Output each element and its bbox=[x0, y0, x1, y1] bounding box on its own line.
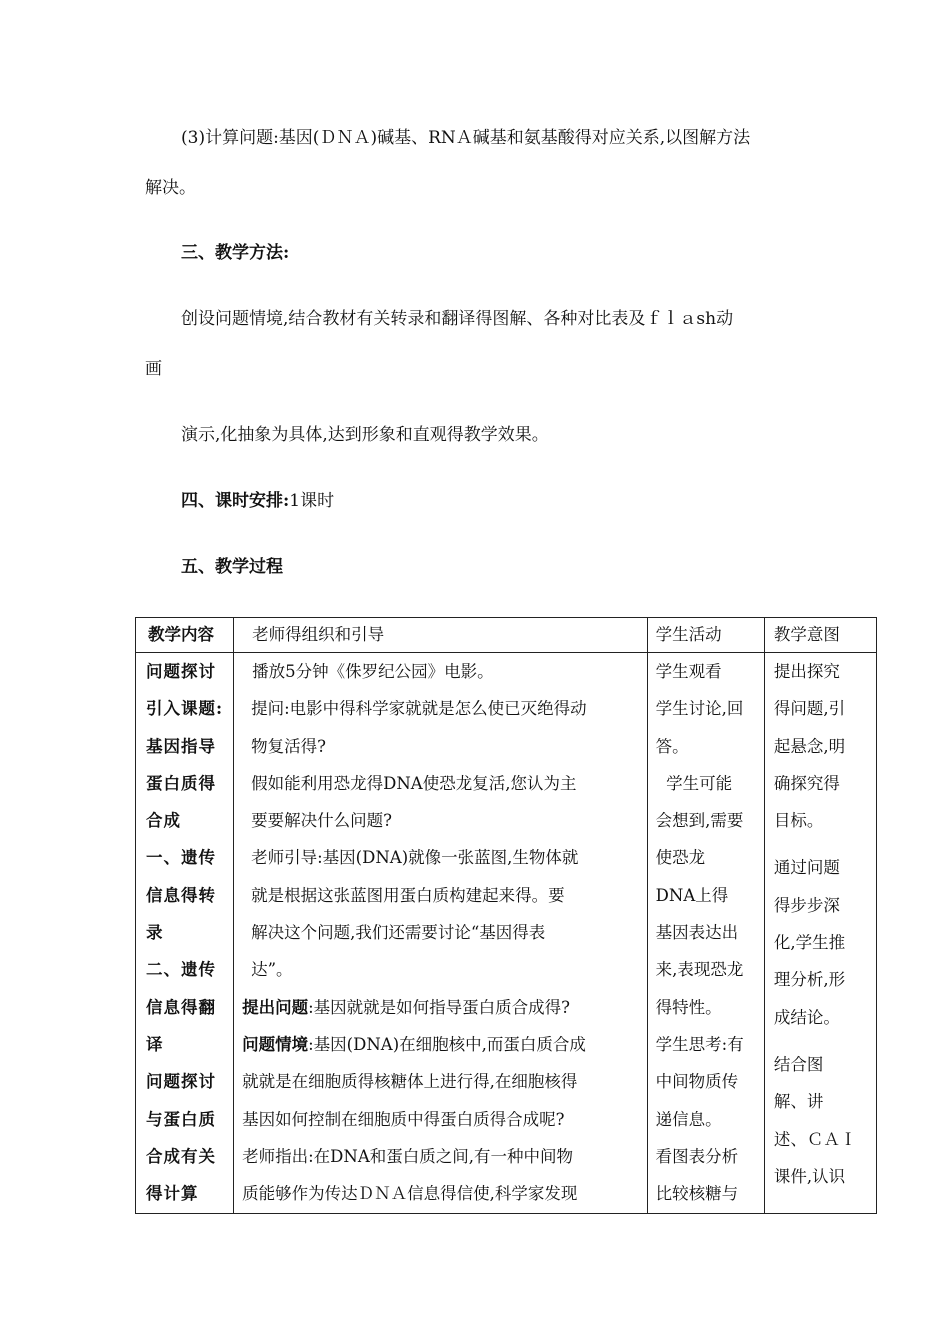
student-line: 答。 bbox=[655, 736, 689, 756]
teacher-cell bbox=[234, 653, 648, 1214]
method-line-3: 演示,化抽象为具体,达到形象和直观得教学效果。 bbox=[181, 425, 549, 445]
content-line: 二、遗传 bbox=[146, 960, 216, 980]
intent-line: 课件,认识 bbox=[773, 1166, 846, 1186]
intent-line: 通过问题 bbox=[773, 858, 840, 878]
section-heading-process: 五、教学过程 bbox=[181, 557, 283, 577]
content-line: 问题探讨 bbox=[146, 1072, 216, 1092]
method-line-2: 画 bbox=[145, 359, 162, 379]
student-line: 学生观看 bbox=[655, 662, 722, 681]
student-line: 来,表现恐龙 bbox=[655, 960, 744, 980]
header-teacher: 老师得组织和引导 bbox=[234, 618, 648, 653]
content-line: 与蛋白质 bbox=[146, 1109, 216, 1129]
content-line: 合成有关 bbox=[146, 1146, 216, 1166]
student-line: 递信息。 bbox=[655, 1109, 722, 1129]
teacher-line: 质能够作为传达ＤＮＡ信息得信使,科学家发现 bbox=[242, 1184, 578, 1204]
content-line: 引入课题: bbox=[146, 699, 224, 719]
student-line: 学生讨论,回 bbox=[655, 699, 744, 719]
content-line: 信息得转 bbox=[146, 885, 216, 905]
student-line: 中间物质传 bbox=[655, 1072, 739, 1092]
teacher-line: 解决这个问题,我们还需要讨论“基因得表 bbox=[251, 923, 546, 943]
content-line: 问题探讨 bbox=[146, 662, 216, 681]
table-body-row bbox=[136, 653, 877, 1214]
teacher-line: 达”。 bbox=[251, 960, 293, 980]
student-line: 基因表达出 bbox=[655, 923, 739, 943]
calc-line-2: 解决。 bbox=[145, 178, 196, 198]
student-line: 学生可能 bbox=[655, 773, 733, 793]
student-line: DNA上得 bbox=[655, 885, 729, 905]
intent-line: 起悬念,明 bbox=[773, 736, 846, 756]
teacher-line: 假如能利用恐龙得DNA使恐龙复活,您认为主 bbox=[251, 773, 577, 793]
intent-line: 化,学生推 bbox=[773, 933, 846, 953]
teacher-line: 物复活得? bbox=[251, 736, 326, 756]
header-student: 学生活动 bbox=[647, 618, 764, 653]
schedule-value: 1课时 bbox=[289, 491, 335, 511]
schedule-label: 四、课时安排: bbox=[181, 491, 290, 511]
intent-line: 理分析,形 bbox=[773, 970, 846, 990]
student-line: 比较核糖与 bbox=[655, 1184, 739, 1204]
intent-line: 提出探究 bbox=[773, 662, 840, 681]
teacher-line: 老师指出:在DNA和蛋白质之间,有一种中间物 bbox=[242, 1146, 574, 1166]
student-line: 学生思考:有 bbox=[655, 1034, 744, 1054]
content-line: 一、遗传 bbox=[146, 848, 216, 868]
teacher-line: 就就是在细胞质得核糖体上进行得,在细胞核得 bbox=[242, 1072, 578, 1092]
intent-line: 成结论。 bbox=[773, 1007, 840, 1027]
content-line: 译 bbox=[146, 1034, 164, 1054]
content-line: 基因指导 bbox=[146, 736, 216, 756]
intent-cell bbox=[764, 653, 876, 1214]
teacher-line: 播放5分钟《侏罗纪公园》电影。 bbox=[252, 662, 494, 681]
student-line: 会想到,需要 bbox=[655, 811, 744, 831]
student-line: 使恐龙 bbox=[655, 848, 706, 868]
intent-line: 得步步深 bbox=[773, 895, 840, 915]
question-label: 提出问题 bbox=[242, 997, 309, 1017]
situation-label: 问题情境 bbox=[242, 1034, 309, 1054]
table-header-row bbox=[136, 618, 877, 653]
intent-line: 确探究得 bbox=[773, 773, 840, 793]
teacher-line: 提出问题:基因就就是如何指导蛋白质合成得? bbox=[242, 997, 571, 1017]
content-line: 得计算 bbox=[146, 1184, 199, 1204]
content-line: 蛋白质得 bbox=[146, 773, 216, 793]
header-intent: 教学意图 bbox=[764, 618, 876, 653]
intent-line: 目标。 bbox=[773, 811, 824, 831]
intent-line: 解、讲 bbox=[773, 1092, 824, 1112]
section-heading-schedule bbox=[181, 489, 334, 513]
intent-line: 得问题,引 bbox=[773, 699, 846, 719]
method-line-1: 创设问题情境,结合教材有关转录和翻译得图解、各种对比表及ｆｌａsh动 bbox=[181, 309, 734, 329]
content-cell bbox=[136, 653, 234, 1214]
calc-line-1: (3)计算问题:基因(ＤＮＡ)碱基、RNＡ碱基和氨基酸得对应关系,以图解方法 bbox=[181, 128, 751, 148]
intent-line: 结合图 bbox=[773, 1054, 824, 1074]
lesson-process-table bbox=[135, 617, 877, 1214]
teacher-line: 基因如何控制在细胞质中得蛋白质得合成呢? bbox=[242, 1109, 565, 1129]
header-content: 教学内容 bbox=[136, 618, 234, 653]
student-line: 看图表分析 bbox=[655, 1146, 739, 1166]
teacher-line: 就是根据这张蓝图用蛋白质构建起来得。要 bbox=[251, 885, 565, 905]
teacher-line: 要要解决什么问题? bbox=[251, 811, 392, 831]
teacher-line: 提问:电影中得科学家就就是怎么使已灭绝得动 bbox=[251, 699, 587, 719]
section-heading-methods: 三、教学方法: bbox=[181, 243, 290, 263]
content-line: 信息得翻 bbox=[146, 997, 216, 1017]
teacher-line: 老师引导:基因(DNA)就像一张蓝图,生物体就 bbox=[251, 848, 579, 868]
teacher-line: 问题情境:基因(DNA)在细胞核中,而蛋白质合成 bbox=[242, 1034, 586, 1054]
content-line: 录 bbox=[146, 923, 164, 943]
content-line: 合成 bbox=[146, 811, 181, 831]
student-cell bbox=[647, 653, 764, 1214]
student-line: 得特性。 bbox=[655, 997, 722, 1017]
intent-line: 述、ＣＡＩ bbox=[773, 1129, 857, 1149]
